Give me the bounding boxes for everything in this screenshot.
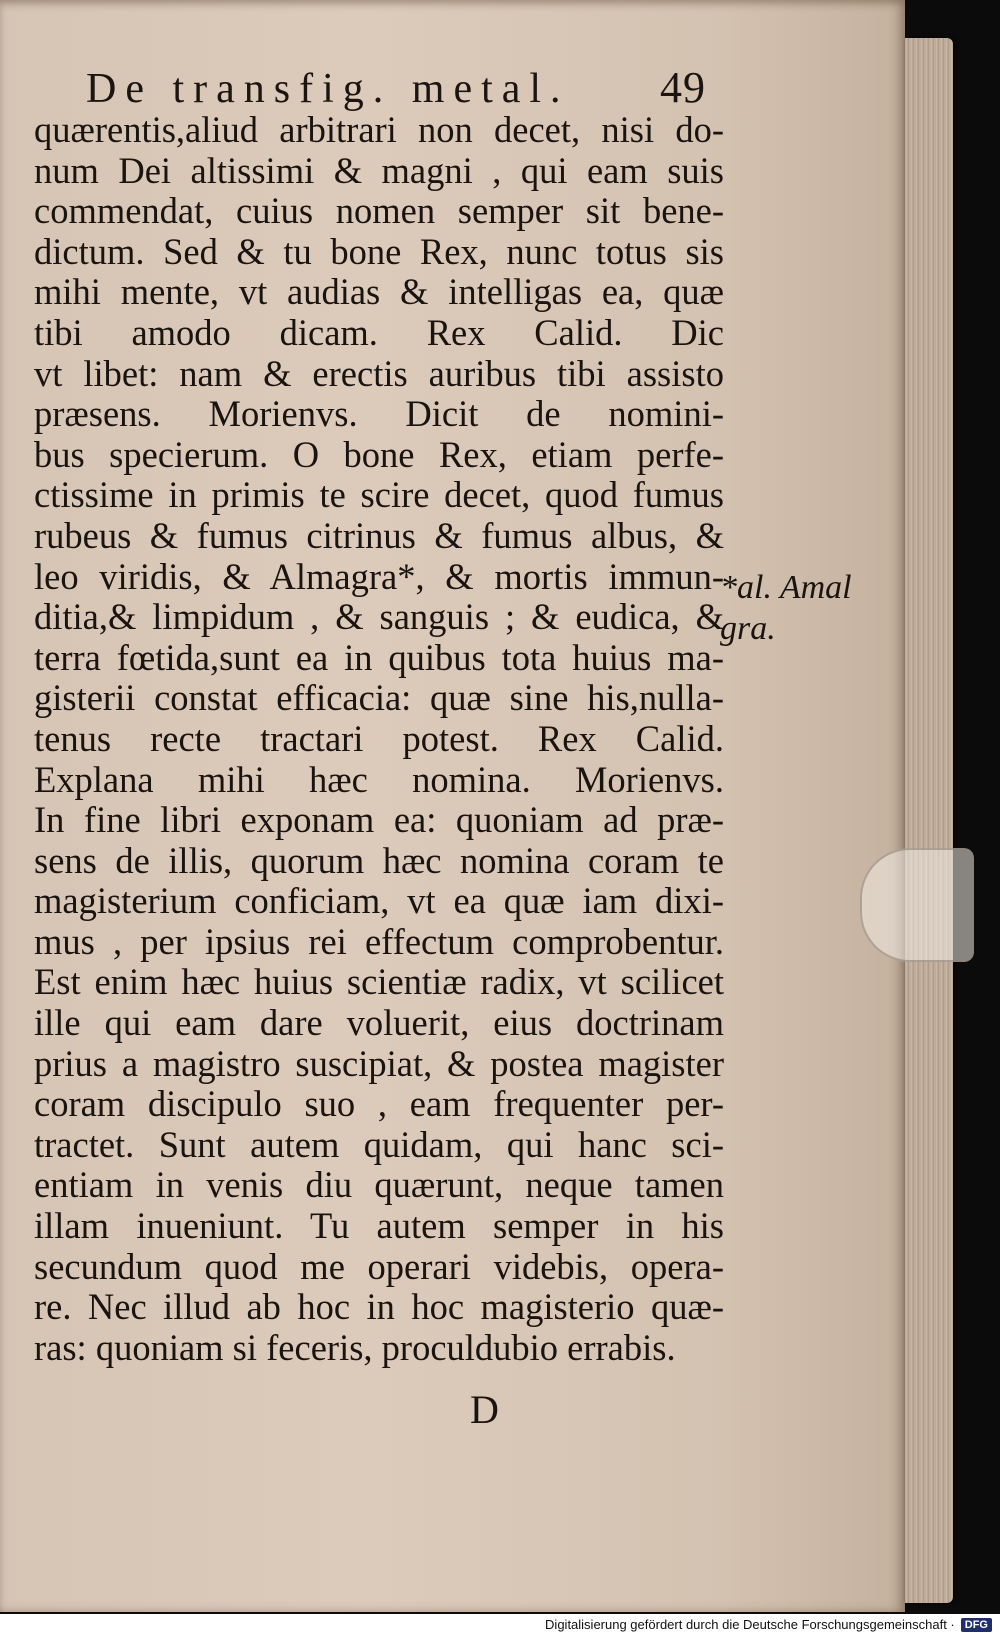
page-header bbox=[86, 62, 706, 113]
text-line: secundum quod me operari videbis, opera- bbox=[34, 1245, 724, 1287]
page-clip bbox=[860, 848, 974, 962]
text-line: tenus recte tractari potest. Rex Calid. bbox=[34, 717, 724, 759]
text-line: ditia,& limpidum , & sanguis ; & eudica, & bbox=[34, 596, 724, 638]
text-line: gisterii constat efficacia: quæ sine his,nulla- bbox=[34, 677, 724, 719]
text-line: prius a magistro suscipiat, & postea magister bbox=[34, 1042, 724, 1084]
text-line: tibi amodo dicam. Rex Calid. Dic bbox=[34, 311, 724, 353]
text-line: re. Nec illud ab hoc in hoc magisterio quæ- bbox=[34, 1286, 724, 1328]
text-line: vt libet: nam & erectis auribus tibi assisto bbox=[34, 352, 724, 394]
text-line: terra fœtida,sunt ea in quibus tota huius ma- bbox=[34, 636, 724, 678]
text-line: rubeus & fumus citrinus & fumus albus, & bbox=[34, 514, 724, 556]
text-line: illam inueniunt. Tu autem semper in his bbox=[34, 1205, 724, 1247]
text-line: num Dei altissimi & magni , qui eam suis bbox=[34, 149, 724, 191]
text-line: ille qui eam dare voluerit, eius doctrinam bbox=[34, 1002, 724, 1044]
text-line: ctissime in primis te scire decet, quod fumus bbox=[34, 474, 724, 516]
page-edges bbox=[905, 38, 953, 1603]
margin-note-line: *al. Amal bbox=[720, 569, 852, 606]
text-line: tractet. Sunt autem quidam, qui hanc sci- bbox=[34, 1123, 724, 1165]
dfg-logo: DFG bbox=[961, 1618, 992, 1632]
text-line: dictum. Sed & tu bone Rex, nunc totus sis bbox=[34, 230, 724, 272]
text-line: præsens. Morienvs. Dicit de nomini- bbox=[34, 393, 724, 435]
text-line: quærentis,aliud arbitrari non decet, nisi do- bbox=[34, 109, 724, 150]
text-line: In fine libri exponam ea: quoniam ad præ- bbox=[34, 799, 724, 841]
text-line: mihi mente, vt audias & intelligas ea, quæ bbox=[34, 271, 724, 313]
footer-bar bbox=[0, 1614, 1000, 1635]
text-line: commendat, cuius nomen semper sit bene- bbox=[34, 190, 724, 232]
text-line: magisterium conficiam, vt ea quæ iam dixi- bbox=[34, 880, 724, 922]
text-line: entiam in venis diu quærunt, neque tamen bbox=[34, 1164, 724, 1206]
running-head: De transfig. metal. bbox=[86, 66, 570, 112]
page-number: 49 bbox=[660, 63, 706, 112]
text-line: Est enim hæc huius scientiæ radix, vt scilicet bbox=[34, 961, 724, 1003]
text-line: Explana mihi hæc nomina. Morienvs. bbox=[34, 758, 724, 800]
body-text bbox=[34, 110, 724, 1368]
text-line: sens de illis, quorum hæc nomina coram te bbox=[34, 839, 724, 881]
text-line: mus , per ipsius rei effectum comprobentur. bbox=[34, 920, 724, 962]
text-line: coram discipulo suo , eam frequenter per- bbox=[34, 1083, 724, 1125]
text-line: ras: quoniam si feceris, proculdubio errabis. bbox=[34, 1326, 676, 1368]
signature-mark: D bbox=[470, 1387, 499, 1432]
margin-note bbox=[720, 568, 852, 649]
footer-credit: Digitalisierung gefördert durch die Deutsche Forschungsgemeinschaft · bbox=[545, 1617, 955, 1632]
text-line: leo viridis, & Almagra*, & mortis immun- bbox=[34, 555, 724, 597]
margin-note-line: gra. bbox=[720, 609, 776, 647]
text-line: bus specierum. O bone Rex, etiam perfe- bbox=[34, 433, 724, 475]
